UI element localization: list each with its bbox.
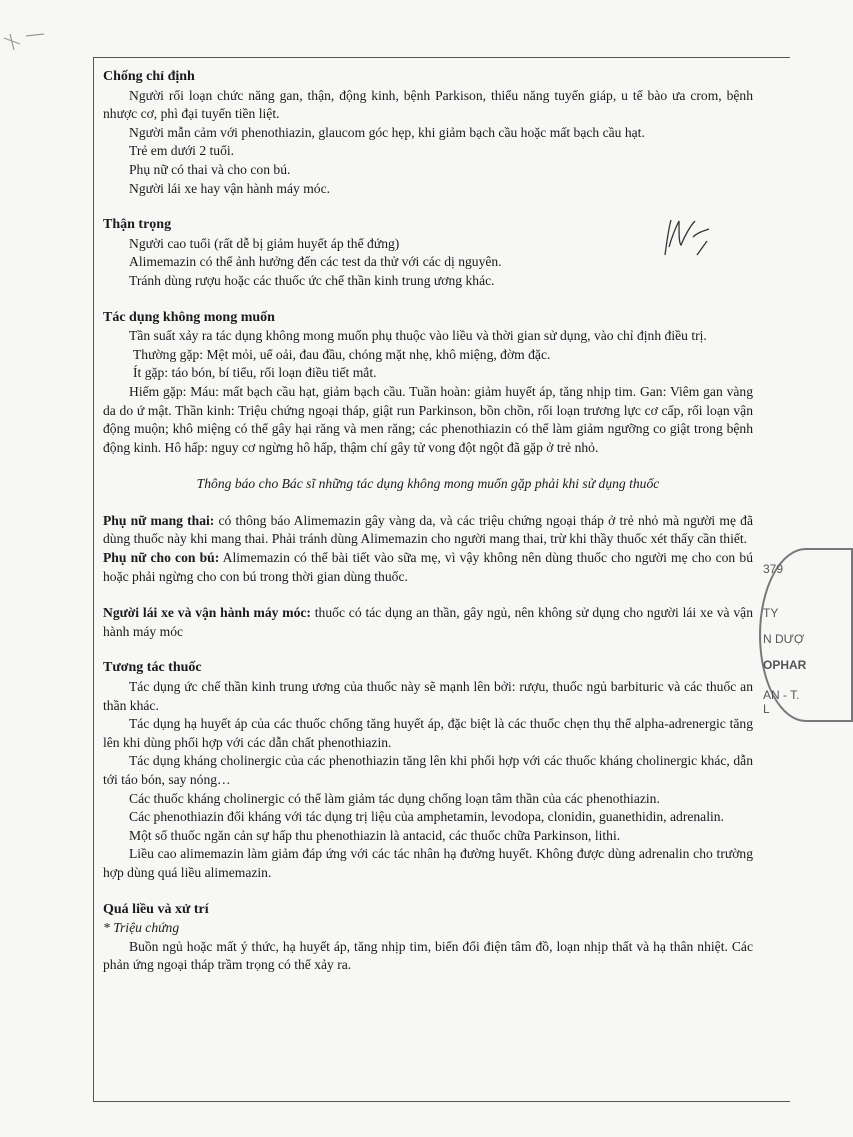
paragraph: Trẻ em dưới 2 tuổi. — [129, 143, 235, 159]
paragraph: Phụ nữ có thai và cho con bú. — [129, 161, 291, 177]
paragraph-pregnancy — [103, 512, 753, 549]
label: Người lái xe và vận hành máy móc: — [103, 605, 311, 621]
subsection-title: * Triệu chứng — [103, 920, 180, 936]
paragraph: Tác dụng kháng cholinergic của các phenothiazin tăng lên khi phối hợp với các thuốc kháng cholinergic khác, dẫn tới táo bón, say nóng… — [103, 753, 753, 787]
paragraph: Một số thuốc ngăn cản sự hấp thu phenothiazin là antacid, các thuốc chữa Parkinson, lithi. — [129, 827, 621, 843]
paragraph: Người rối loạn chức năng gan, thận, động kinh, bệnh Parkison, thiểu năng tuyến giáp, u tế bào ưa crom, bệnh nhược cơ, phì đại tuyến tiền liệt. — [103, 87, 753, 122]
paragraph-driving — [103, 604, 753, 641]
section-title: Thận trọng — [103, 217, 172, 233]
paragraph: Ít gặp: táo bón, bí tiểu, rối loạn điều tiết mắt. — [133, 365, 377, 381]
section-title: Chống chỉ định — [103, 69, 195, 84]
paragraph-text: Alimemazin có thể bài tiết vào sữa mẹ, vì vậy không nên dùng thuốc cho người mẹ cho con bú hoặc phải ngừng cho con bú trong thời gian dùng thuốc. — [103, 550, 753, 584]
paragraph: Thường gặp: Mệt mỏi, uể oải, đau đầu, chóng mặt nhẹ, khô miệng, đờm đặc. — [133, 346, 551, 362]
paragraph: Tác dụng hạ huyết áp của các thuốc chống tăng huyết áp, đặc biệt là các thuốc chẹn thụ thể alpha-adrenergic tăng lên khi dùng phối hợp với các dẫn chất phenothiazin. — [103, 716, 753, 750]
document-body — [103, 68, 753, 975]
paragraph: Các phenothiazin đối kháng với tác dụng trị liệu của amphetamin, levodopa, clonidin, guanethidin, adrenalin. — [129, 809, 724, 825]
paragraph-text: có thông báo Alimemazin gây vàng da, và các triệu chứng ngoại tháp ở trẻ nhỏ mà người mẹ đã dùng thuốc này khi mang thai. Phải tránh dùng Alimemazin cho người mang thai, trừ khi thầy thuốc xét thấy cần thiết. — [103, 512, 753, 547]
stamp-text: N DƯỢ — [763, 632, 805, 646]
paragraph-text: thuốc có tác dụng an thần, gây ngủ, nên không sử dụng cho người lái xe và vận hành máy móc — [103, 605, 753, 639]
paragraph: Alimemazin có thể ảnh hưởng đến các test da thử với các dị nguyên. — [129, 254, 502, 270]
section-title: Tương tác thuốc — [103, 660, 202, 676]
stamp-text: OPHAR — [763, 658, 807, 672]
paragraph: Người cao tuổi (rất dễ bị giảm huyết áp thế đứng) — [129, 235, 400, 251]
paragraph: Tránh dùng rượu hoặc các thuốc ức chế thần kinh trung ương khác. — [129, 272, 495, 288]
paragraph: Người mẫn cảm với phenothiazin, glaucom góc hẹp, khi giảm bạch cầu hoặc mất bạch cầu hạt. — [129, 124, 645, 140]
paragraph: Liều cao alimemazin làm giảm đáp ứng với các tác nhân hạ đường huyết. Không được dùng adrenalin cho trường hợp dùng quá liều alimemazin. — [103, 846, 753, 880]
stamp-text: AN - T. L — [763, 688, 800, 716]
paragraph: Các thuốc kháng cholinergic có thể làm giảm tác dụng chống loạn tâm thần của các phenothiazin. — [129, 790, 660, 806]
paragraph: Buồn ngủ hoặc mất ý thức, hạ huyết áp, tăng nhịp tim, biến đổi điện tâm đồ, loạn nhịp thất và hạ thân nhiệt. Các phản ứng ngoại tháp trầm trọng có thể xảy ra. — [103, 938, 753, 973]
stamp-text: 379 — [763, 562, 784, 576]
section-title: Tác dụng không mong muốn — [103, 309, 275, 325]
notice-line: Thông báo cho Bác sĩ những tác dụng không mong muốn gặp phải khi sử dụng thuốc — [196, 476, 660, 492]
label: Phụ nữ cho con bú: — [103, 550, 220, 566]
label: Phụ nữ mang thai: — [103, 512, 215, 528]
stamp-text: TY — [763, 606, 779, 620]
paragraph: Tần suất xảy ra tác dụng không mong muốn phụ thuộc vào liều và thời gian sử dụng, vào chỉ định điều trị. — [129, 328, 707, 344]
company-stamp — [735, 548, 805, 728]
paragraph: Tác dụng ức chế thần kinh trung ương của thuốc này sẽ mạnh lên bởi: rượu, thuốc ngủ barbituric và các thuốc an thần khác. — [103, 679, 753, 713]
paragraph-lactation — [103, 549, 753, 586]
paragraph: Người lái xe hay vận hành máy móc. — [129, 180, 331, 196]
section-title: Quá liều và xử trí — [103, 901, 209, 917]
corner-mark — [0, 30, 50, 55]
paragraph: Hiếm gặp: Máu: mất bạch cầu hạt, giảm bạch cầu. Tuần hoàn: giảm huyết áp, tăng nhịp tim. Gan: Viêm gan vàng da do ứ mật. Thần kinh: Triệu chứng ngoại tháp, giật run Parkinson, bồn chồn, rối loạn trương lực cơ cấp, rối loạn vận động muộn; khô miệng có thể gây hại răng và men răng; các phenothiazin có thể làm giảm ngưỡng co giật trong bệnh động kinh. Hô hấp: nguy cơ ngừng hô hấp, thậm chí gây tử vong đột ngột đã gặp ở trẻ nhỏ. — [103, 383, 753, 455]
